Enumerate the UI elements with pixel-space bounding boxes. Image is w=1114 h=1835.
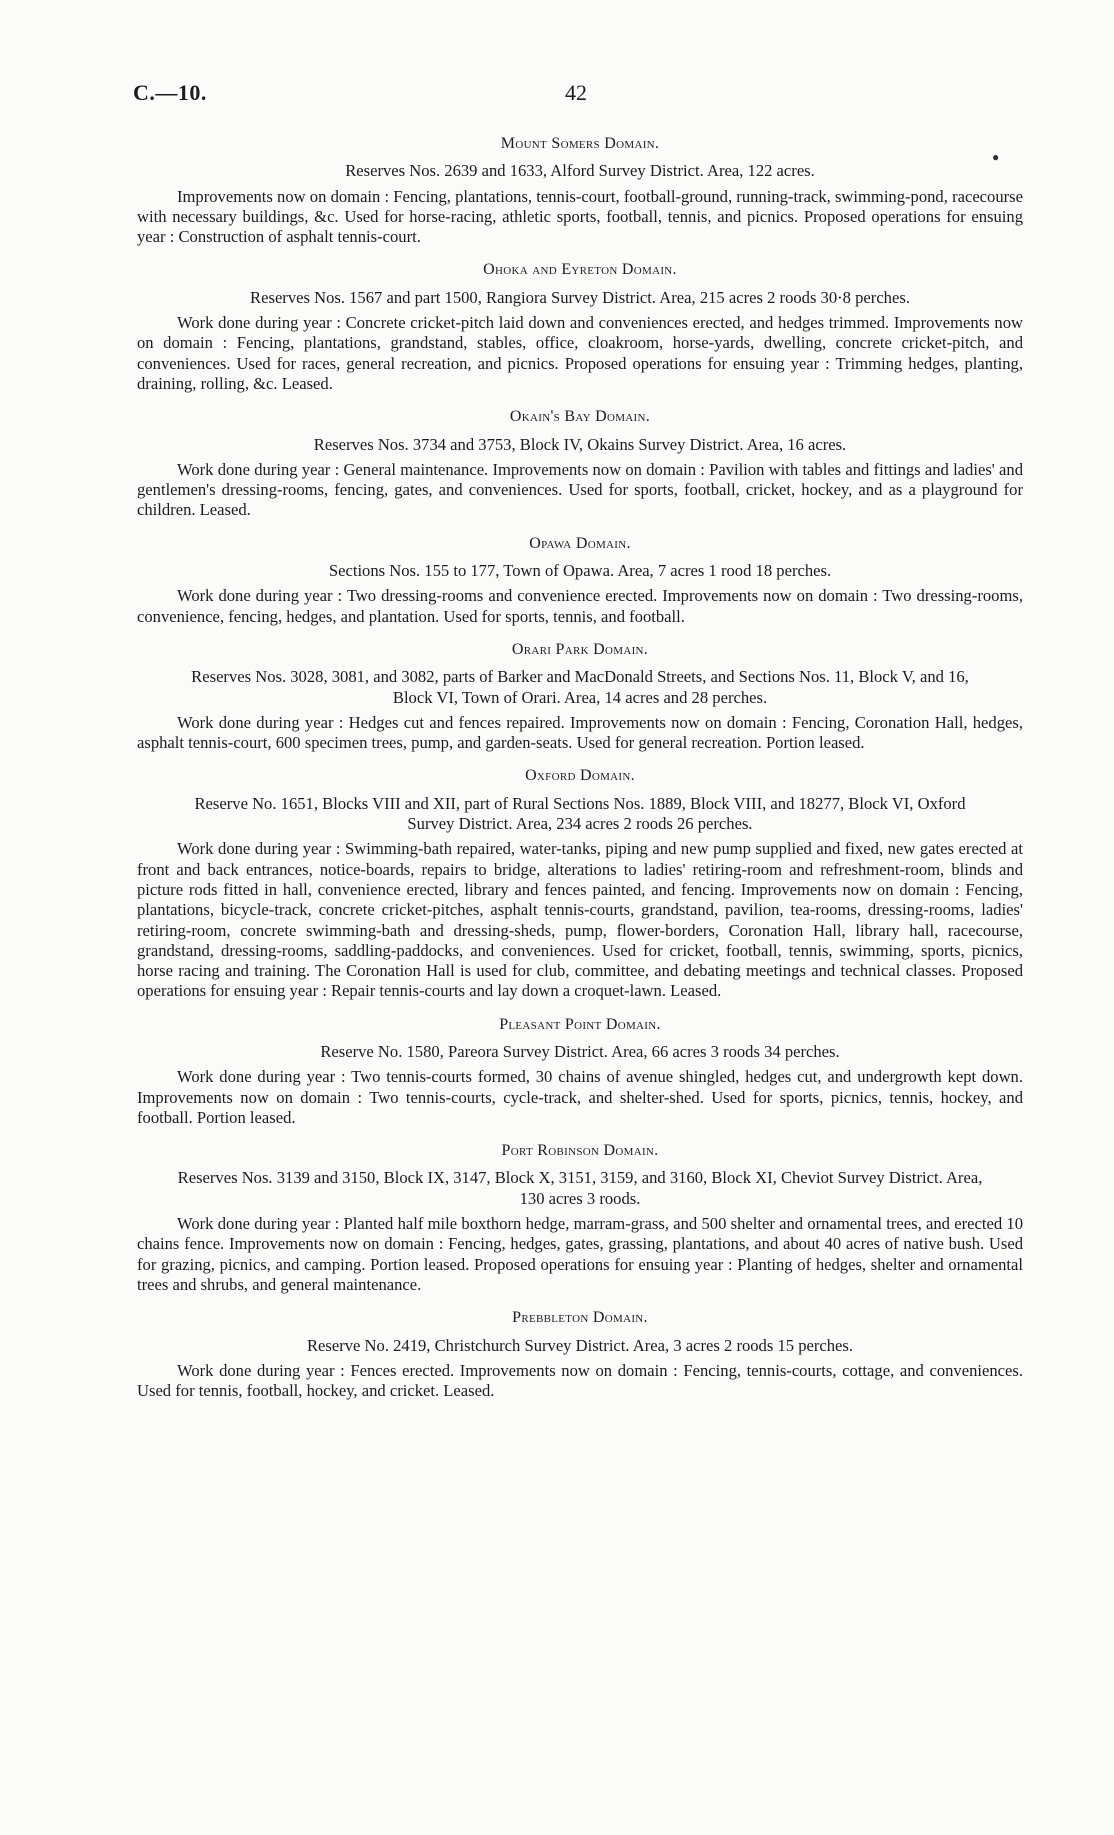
document-body [137,134,1023,1414]
domain-section [137,1141,1023,1295]
reserve-line: Reserves Nos. 3139 and 3150, Block IX, 3147, Block X, 3151, 3159, and 3160, Block XI, Cheviot Survey District. Area, 130 acres 3 roods. [177,1168,983,1208]
domain-section [137,766,1023,1001]
section-title: Okain's Bay Domain. [509,408,651,426]
reserve-line: Reserves Nos. 2639 and 1633, Alford Survey District. Area, 122 acres. [345,161,815,181]
section-paragraph: Improvements now on domain : Fencing, plantations, tennis-court, football-ground, running-track, swimming-pond, racecourse with necessary buildings, &c. Used for horse-racing, athletic sports, football, tennis, and picnics. Proposed operations for ensuing year : Construction of asphalt tennis-court. [137,186,1023,247]
reserve-line: Reserve No. 2419, Christchurch Survey District. Area, 3 acres 2 roods 15 perches. [306,1335,854,1355]
ink-dot-mark: ● [992,150,1000,164]
page-number: 42 [565,80,587,105]
domain-section [137,534,1023,627]
reserve-line: Reserves Nos. 3734 and 3753, Block IV, Okains Survey District. Area, 16 acres. [313,434,847,454]
section-paragraph: Work done during year : Swimming-bath repaired, water-tanks, piping and new pump supplied and fixed, new gates erected at front and back entrances, notice-boards, repairs to bridge, alterations to ladies' retiring-room and refreshment-room, blinds and picture rods fitted in hall, convenience erected, library and fences painted, and fencing. Improvements now on domain : Fencing, plantations, bicycle-track, concrete cricket-pitches, asphalt tennis-courts, grandstand, pavilion, tea-rooms, dressing-rooms, ladies' retiring-room, concrete swimming-bath and dressing-sheds, pump, flower-borders, Coronation Hall, library hall, racecourse, grandstand, dressing-rooms, saddling-paddocks, and conveniences. Used for cricket, football, tennis, swimming, sports, picnics, horse racing and training. The Coronation Hall is used for club, committee, and debating meetings and technical classes. Proposed operations for ensuing year : Repair tennis-courts and lay down a croquet-lawn. Leased. [137,839,1023,1001]
reserve-line: Reserves Nos. 3028, 3081, and 3082, parts of Barker and MacDonald Streets, and Sections Nos. 11, Block V, and 16, Block VI, Town of Orari. Area, 14 acres and 28 perches. [191,667,969,707]
reserve-line: Reserves Nos. 1567 and part 1500, Rangiora Survey District. Area, 215 acres 2 roods 30·8 perches. [250,287,910,307]
section-title: Oxford Domain. [525,767,635,785]
section-title: Prebbleton Domain. [512,1309,648,1327]
page-reference: C.—10. [133,80,207,105]
domain-section [137,407,1023,520]
section-title: Mount Somers Domain. [500,135,660,152]
domain-section [137,1308,1023,1401]
page-header [133,80,1023,110]
section-title: Ohoka and Eyreton Domain. [483,261,677,279]
section-title: Port Robinson Domain. [501,1142,659,1160]
section-paragraph: Work done during year : Concrete cricket-pitch laid down and conveniences erected, and hedges trimmed. Improvements now on domain : Fencing, plantations, grandstand, stables, office, cloakroom, horse-yards, dwelling, concrete cricket-pitch, and conveniences. Used for races, general recreation, and picnics. Proposed operations for ensuing year : Trimming hedges, planting, draining, rolling, &c. Leased. [137,313,1023,393]
section-paragraph: Work done during year : Fences erected. Improvements now on domain : Fencing, tennis-courts, cottage, and conveniences. Used for tennis, football, hockey, and cricket. Leased. [137,1360,1023,1401]
section-title: Opawa Domain. [529,534,631,552]
section-paragraph: Work done during year : Hedges cut and fences repaired. Improvements now on domain : Fencing, Coronation Hall, hedges, asphalt tennis-court, 600 specimen trees, pump, and garden-seats. Used for general recreation. Portion leased. [137,712,1023,753]
domain-section [137,260,1023,394]
section-paragraph: Work done during year : Two dressing-rooms and convenience erected. Improvements now on domain : Two dressing-rooms, convenience, fencing, hedges, and plantation. Used for sports, tennis, and football. [137,586,1023,626]
domain-section [137,1015,1023,1128]
section-title: Orari Park Domain. [511,640,649,658]
reserve-line: Reserve No. 1651, Blocks VIII and XII, part of Rural Sections Nos. 1889, Block VIII, and 18277, Block VI, Oxford Survey District. Area, 234 acres 2 roods 26 perches. [194,793,966,834]
section-paragraph: Work done during year : General maintenance. Improvements now on domain : Pavilion with tables and fittings and ladies' and gentlemen's dressing-rooms, fencing, gates, and conveniences. Used for sports, football, cricket, hockey, and as a playground for children. Leased. [137,459,1023,520]
section-paragraph: Work done during year : Planted half mile boxthorn hedge, marram-grass, and 500 shelter and ornamental trees, and erected 10 chains fence. Improvements now on domain : Fencing, hedges, gates, grassing, plantations, and about 40 acres of native bush. Used for grazing, picnics, and camping. Portion leased. Proposed operations for ensuing year : Planting of hedges, shelter and ornamental trees and shrubs, and general maintenance. [137,1214,1023,1294]
reserve-line: Reserve No. 1580, Pareora Survey District. Area, 66 acres 3 roods 34 perches. [320,1041,840,1061]
section-title: Pleasant Point Domain. [499,1015,661,1033]
domain-section [137,640,1023,753]
domain-section [137,134,1023,247]
section-paragraph: Work done during year : Two tennis-courts formed, 30 chains of avenue shingled, hedges cut, and undergrowth kept down. Improvements now on domain : Two tennis-courts, cycle-track, and shelter-shed. Used for sports, picnics, tennis, hockey, and football. Portion leased. [137,1067,1023,1127]
reserve-line: Sections Nos. 155 to 177, Town of Opawa. Area, 7 acres 1 rood 18 perches. [328,561,832,581]
